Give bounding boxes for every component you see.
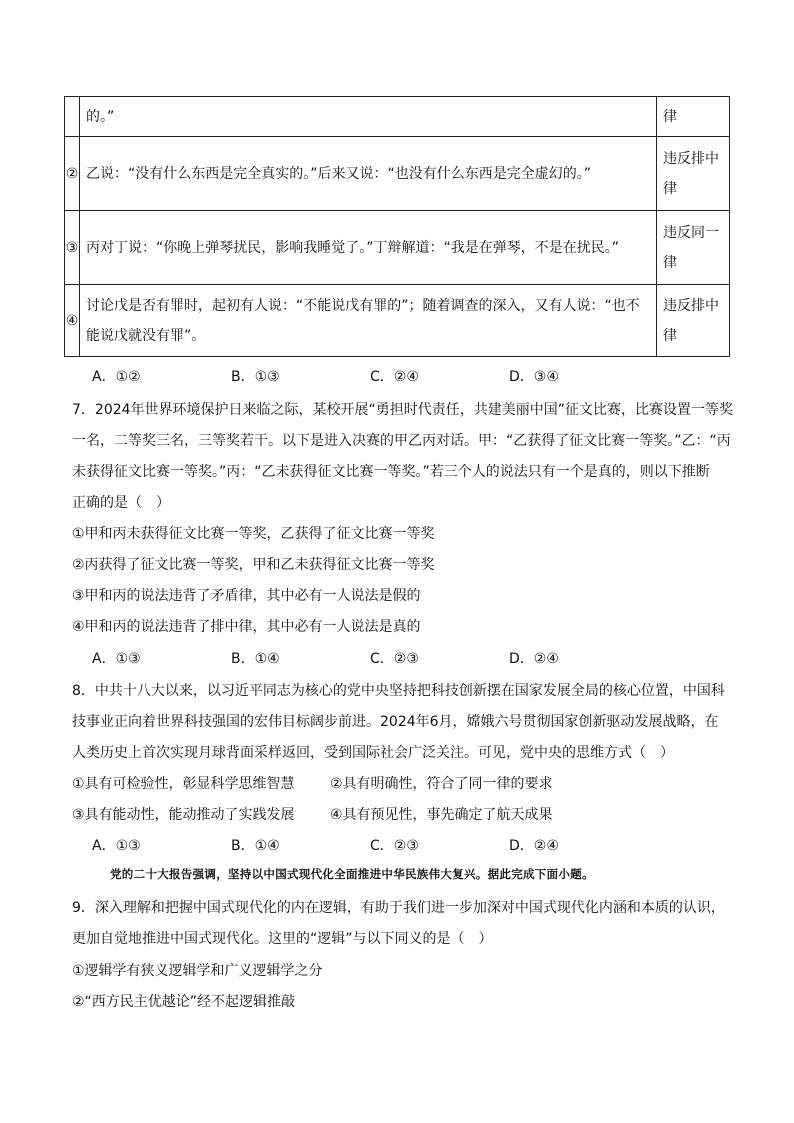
- q8-items-row: [72, 773, 553, 793]
- option-b[interactable]: B．①③: [231, 369, 280, 385]
- table-row: [65, 211, 730, 285]
- q7-item: ③甲和丙的说法违背了矛盾律，其中必有一人说法是假的: [72, 588, 421, 604]
- q7-item: ①甲和丙未获得征文比赛一等奖，乙获得了征文比赛一等奖: [72, 526, 435, 542]
- option-c[interactable]: C．②③: [370, 651, 419, 667]
- row-text: 讨论戊是否有罪时，起初有人说：“不能说戊有罪的”；随着调查的深入，又有人说：“也不能说戊就没有罪”。: [80, 285, 657, 357]
- q9-stem-line: 9．深入理解和把握中国式现代化的内在逻辑，有助于我们进一步加深对中国式现代化内涵和本质的认识，: [72, 900, 725, 916]
- option-a[interactable]: A．①②: [92, 369, 141, 385]
- row-number: ②: [65, 137, 80, 211]
- q9-item: ②“西方民主优越论”经不起逻辑推敲: [72, 994, 296, 1010]
- q8-options: [92, 835, 648, 855]
- q8-item: ④具有预见性，事先确定了航天成果: [330, 807, 553, 823]
- table-row: [65, 97, 730, 137]
- q9-item: ①逻辑学有狭义逻辑学和广义逻辑学之分: [72, 963, 323, 979]
- table-row: [65, 137, 730, 211]
- table-row: [65, 285, 730, 357]
- option-c[interactable]: C．②④: [370, 369, 419, 385]
- law-table: [64, 96, 730, 357]
- q8-item: ②具有明确性，符合了同一律的要求: [330, 776, 553, 792]
- q6-options: [92, 366, 648, 386]
- option-d[interactable]: D．②④: [509, 651, 559, 667]
- row-text: 的。”: [80, 97, 657, 137]
- row-result: 律: [657, 97, 730, 137]
- row-number: [65, 97, 80, 137]
- q8-stem-line: 8．中共十八大以来，以习近平同志为核心的党中央坚持把科技创新摆在国家发展全局的核心位置，中国科: [72, 683, 725, 699]
- row-number: ④: [65, 285, 80, 357]
- option-a[interactable]: A．①③: [92, 651, 141, 667]
- q8-stem-line: 人类历史上首次实现月球背面采样返回，受到国际社会广泛关注。可见，党中央的思维方式（ ）: [72, 745, 674, 761]
- group-intro: 党的二十大报告强调，坚持以中国式现代化全面推进中华民族伟大复兴。据此完成下面小题。: [110, 867, 594, 881]
- q8-item: ①具有可检验性，彰显科学思维智慧: [72, 776, 295, 792]
- q8-item: ③具有能动性，能动推动了实践发展: [72, 807, 295, 823]
- row-result: 违反排中律: [657, 285, 730, 357]
- q7-stem-line: 正确的是（ ）: [72, 495, 170, 511]
- q7-stem-line: 一名，二等奖三名，三等奖若干。以下是进入决赛的甲乙丙对话。甲：“乙获得了征文比赛一等奖。”乙：“丙: [72, 433, 731, 449]
- q7-stem-line: 未获得征文比赛一等奖。”丙：“乙未获得征文比赛一等奖。”若三个人的说法只有一个是真的，则以下推断: [72, 464, 710, 480]
- q7-options: [92, 648, 648, 668]
- row-result: 违反排中律: [657, 137, 730, 211]
- row-result: 违反同一律: [657, 211, 730, 285]
- option-c[interactable]: C．②③: [370, 838, 419, 854]
- row-text: 乙说：“没有什么东西是完全真实的。”后来又说：“也没有什么东西是完全虚幻的。”: [80, 137, 657, 211]
- q8-items-row: [72, 804, 553, 824]
- q7-item: ②丙获得了征文比赛一等奖，甲和乙未获得征文比赛一等奖: [72, 557, 435, 573]
- q8-stem-line: 技事业正向着世界科技强国的宏伟目标阔步前进。2024年6月，嫦娥六号贯彻国家创新驱动发展战略，在: [72, 714, 719, 730]
- row-number: ③: [65, 211, 80, 285]
- q7-item: ④甲和丙的说法违背了排中律，其中必有一人说法是真的: [72, 619, 421, 635]
- option-d[interactable]: D．②④: [509, 838, 559, 854]
- q9-stem-line: 更加自觉地推进中国式现代化。这里的“逻辑”与以下同义的是（ ）: [72, 931, 493, 947]
- q7-stem-line: 7．2024年世界环境保护日来临之际，某校开展“勇担时代责任，共建美丽中国”征文比赛，比赛设置一等奖: [72, 402, 734, 418]
- option-d[interactable]: D．③④: [509, 369, 559, 385]
- option-b[interactable]: B．①④: [231, 651, 280, 667]
- row-text: 丙对丁说：“你晚上弹琴扰民，影响我睡觉了。”丁辩解道：“我是在弹琴，不是在扰民。”: [80, 211, 657, 285]
- option-a[interactable]: A．①③: [92, 838, 141, 854]
- option-b[interactable]: B．①④: [231, 838, 280, 854]
